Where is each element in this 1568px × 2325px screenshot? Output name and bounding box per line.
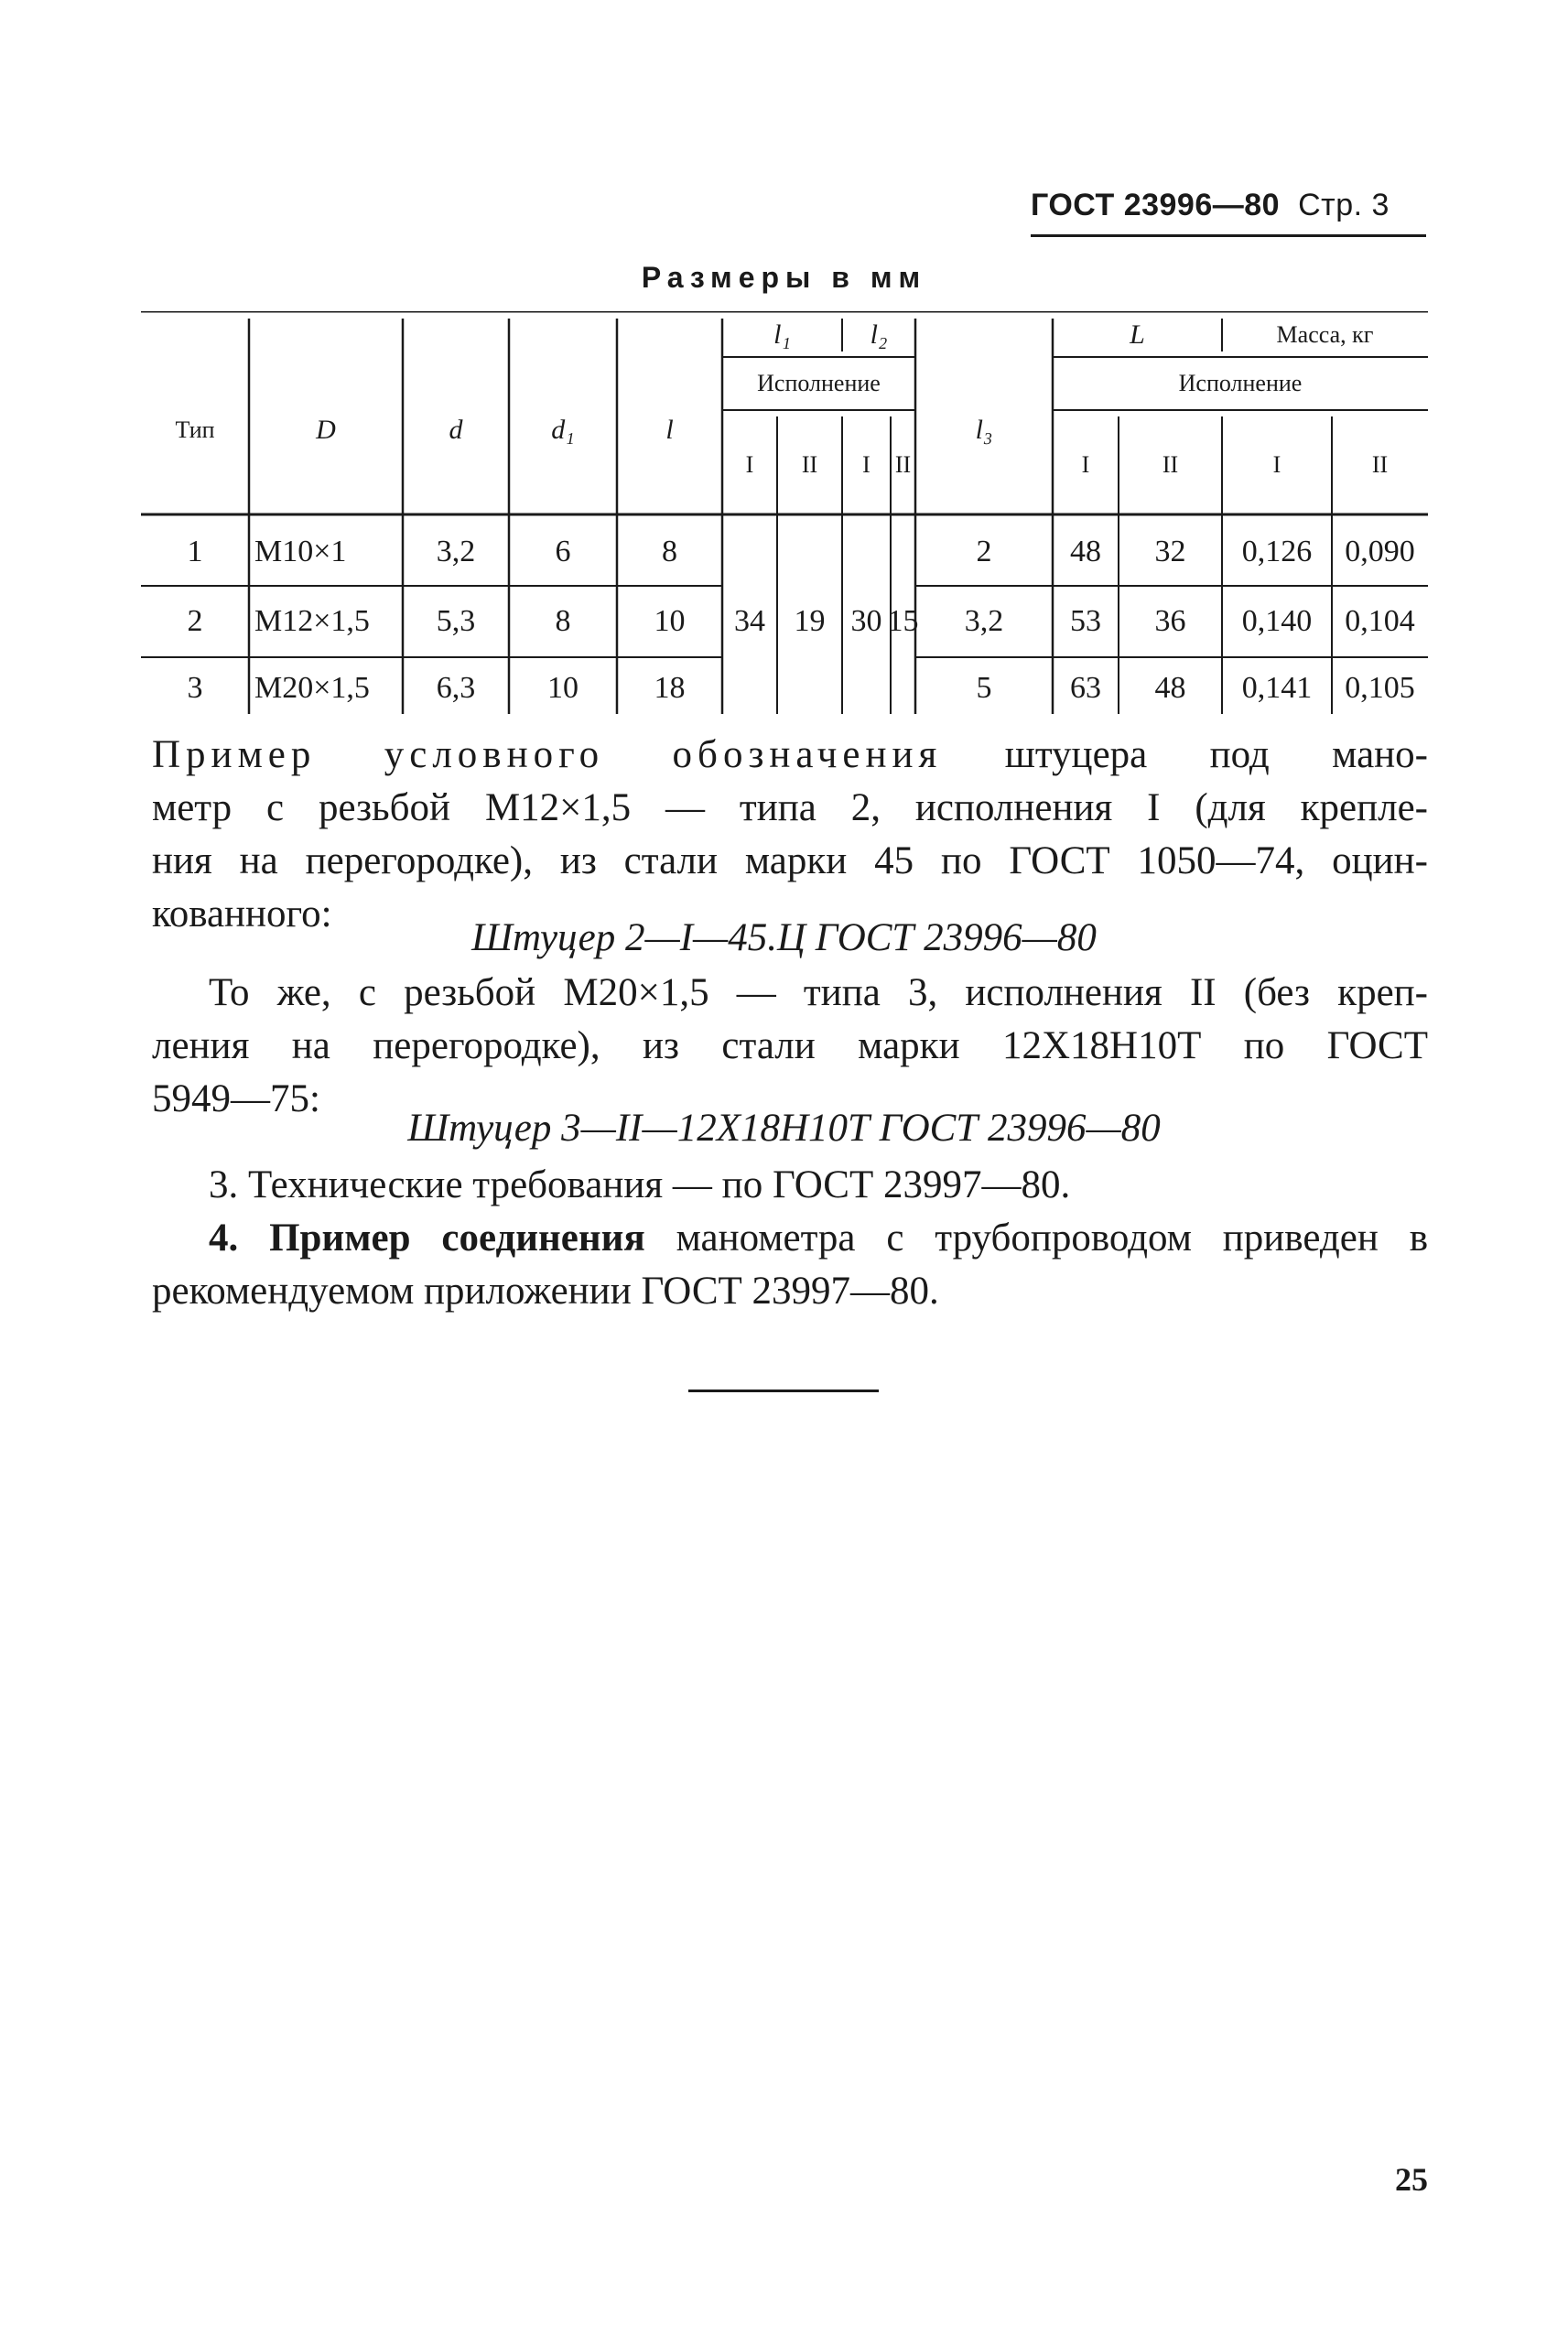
doc-id: ГОСТ 23996—80: [1031, 188, 1281, 222]
col-header-l2-I: I: [862, 451, 871, 478]
technical-requirements: [152, 1159, 1428, 1318]
table-cell: 8: [555, 604, 571, 638]
table-cell: 36: [1154, 604, 1186, 638]
col-header-l1: l₁: [773, 319, 791, 350]
table-cell: 10: [654, 604, 686, 638]
table-cell: 5,3: [436, 604, 476, 638]
table-cell: 2: [976, 535, 992, 568]
table-cell: 8: [662, 535, 677, 568]
paragraph-line: метр с резьбой М12×1,5 — типа 2, исполнения I (для крепле-: [152, 786, 1428, 829]
table-cell-merged: 30: [850, 604, 882, 638]
paragraph-line: То же, с резьбой М20×1,5 — типа 3, исполнения II (без креп-: [209, 971, 1428, 1014]
table-cell: 6,3: [436, 670, 476, 705]
col-header-mass-I: I: [1272, 451, 1281, 478]
table-cell: 3: [187, 670, 203, 705]
table-cell: М20×1,5: [254, 670, 370, 705]
table-cell: 0,090: [1345, 535, 1415, 568]
designation-example-2: Штуцер 3—II—12Х18Н10Т ГОСТ 23996—80: [407, 1107, 1161, 1150]
table-cell: 6: [555, 535, 571, 568]
col-header-l1-I: I: [745, 451, 754, 478]
table-cell: 0,104: [1345, 604, 1415, 638]
table-cell: 1: [187, 535, 203, 568]
table-cell-merged: 15: [887, 604, 919, 638]
col-header-mass: Масса, кг: [1276, 321, 1374, 348]
col-header-D: D: [316, 415, 336, 445]
col-header-l: l: [665, 415, 674, 445]
table-cell: 53: [1070, 604, 1101, 638]
table-caption: Размеры в мм: [641, 261, 927, 294]
table-cell: 3,2: [964, 604, 1004, 638]
item-4-line: рекомендуемом приложении ГОСТ 23997—80.: [152, 1270, 939, 1313]
document-header: [1031, 188, 1424, 233]
header-rule: [1031, 234, 1426, 237]
paragraph-text: штуцера под мано-: [1004, 733, 1428, 776]
page-number: 25: [1395, 2161, 1428, 2198]
col-header-l3: l₃: [975, 415, 993, 445]
table-cell-merged: 34: [734, 604, 765, 638]
col-header-d: d: [449, 415, 463, 445]
designation-example-1: Штуцер 2—I—45.Ц ГОСТ 23996—80: [471, 916, 1097, 959]
paragraph-line: ния на перегородке), из стали марки 45 по ГОСТ 1050—74, оцин-: [152, 839, 1428, 882]
col-header-l1-II: II: [801, 451, 818, 478]
table-cell: М12×1,5: [254, 604, 370, 638]
table-cell: 5: [976, 670, 992, 705]
table-cell: 2: [187, 604, 203, 638]
col-header-L-II: II: [1162, 451, 1179, 478]
table-cell: 48: [1070, 535, 1101, 568]
table-cell: 3,2: [436, 535, 476, 568]
col-header-mass-II: II: [1371, 451, 1389, 478]
paragraph-line: кованного:: [152, 892, 332, 935]
item-3: 3. Технические требования — по ГОСТ 23997—80.: [209, 1163, 1071, 1206]
end-rule: [688, 1390, 879, 1392]
item-4-lead: 4. Пример соединения: [209, 1217, 645, 1260]
table-cell: М10×1: [254, 535, 347, 568]
col-header-tip: Тип: [175, 416, 215, 443]
col-header-ispolnenie-L: Исполнение: [1178, 370, 1303, 396]
table-cell: 48: [1154, 670, 1186, 705]
table-cell: 0,105: [1345, 670, 1415, 705]
col-header-l2: l₂: [870, 319, 888, 350]
table-cell: 10: [547, 670, 579, 705]
table-cell: 32: [1154, 535, 1186, 568]
table-cell: 0,140: [1241, 604, 1313, 638]
dimensions-table: [141, 311, 1428, 714]
paragraph-line: 5949—75:: [152, 1077, 320, 1120]
table-cell: 18: [654, 670, 686, 705]
table-cell: 0,141: [1241, 670, 1313, 705]
paragraph-lead: Пример условного обозначения: [152, 733, 943, 776]
page-label: Стр. 3: [1298, 188, 1390, 222]
col-header-l2-II: II: [894, 451, 912, 478]
paragraph-designation-example: [152, 729, 1428, 941]
col-header-L-I: I: [1081, 451, 1090, 478]
col-header-L: L: [1130, 319, 1145, 350]
table-cell-merged: 19: [794, 604, 826, 638]
col-header-ispolnenie-l: Исполнение: [757, 370, 881, 396]
col-header-d1: d₁: [551, 415, 575, 445]
table-cell: 0,126: [1241, 535, 1313, 568]
paragraph-line: ления на перегородке), из стали марки 12Х18Н10Т по ГОСТ: [152, 1024, 1428, 1067]
table-cell: 63: [1070, 670, 1101, 705]
item-4-text: манометра с трубопроводом приведен в: [676, 1217, 1429, 1260]
